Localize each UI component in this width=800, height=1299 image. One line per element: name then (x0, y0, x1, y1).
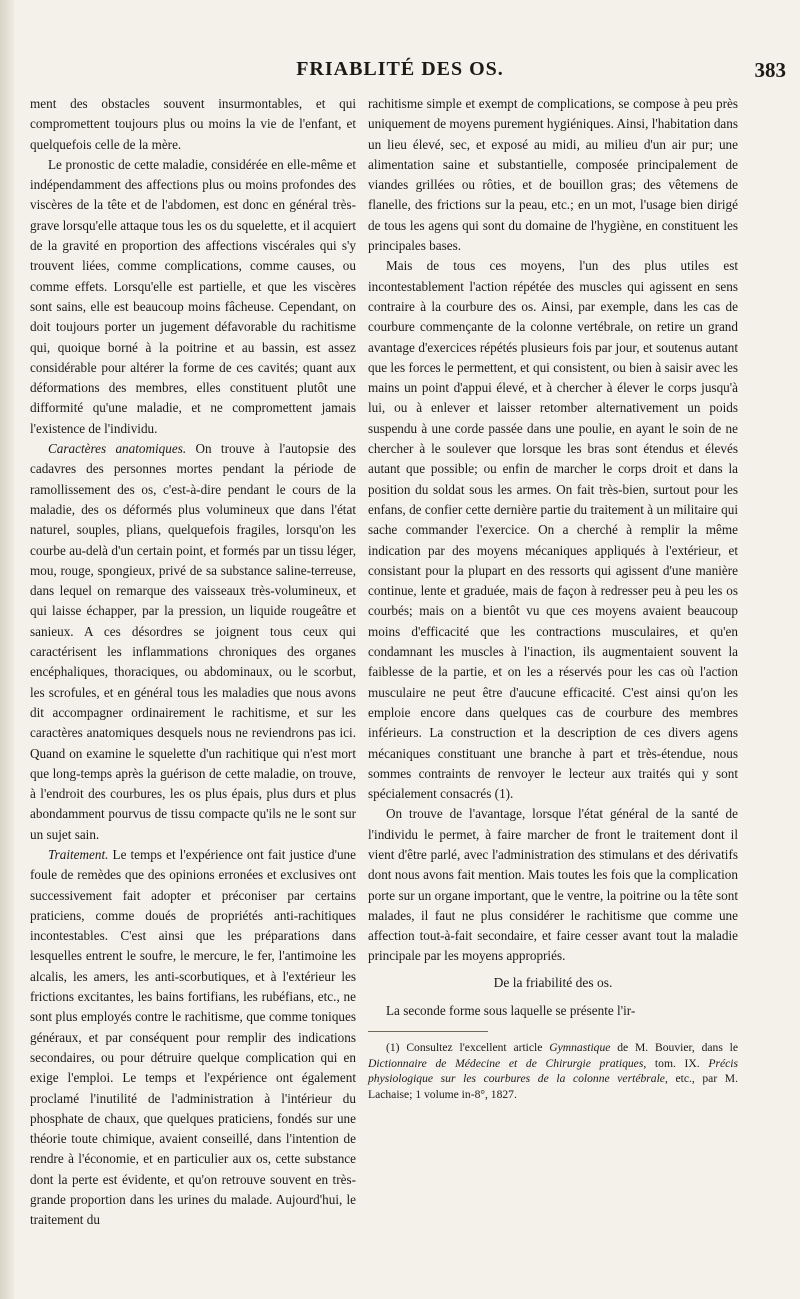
anatomy-paragraph (30, 439, 356, 845)
paragraph: La seconde forme sous laquelle se présente l'ir- (386, 1003, 636, 1019)
paragraph: On trouve de l'avantage, lorsque l'état général de la santé de l'individu le permet, à faire marcher de front le traitement dont il vient d'être parlé, avec l'administration des stimulans et des dérivatifs dont nous avons fait mention. Mais toutes les fois que la complication porte sur un organe important, que le ventre, la poitrine ou la tête sont malades, il faut ne plus considérer le rachitisme que comme une affection tout-à-fait secondaire, et faire cesser avant tout la maladie principale par les moyens appropriés. (368, 806, 738, 964)
binding-edge (0, 0, 14, 1299)
footnote-text: , etc., par M. Lachaise; 1 volume in-8°, 1827. (368, 1072, 738, 1101)
running-title: FRIABLITÉ DES OS. (296, 58, 504, 80)
anatomy-text: On trouve à l'autopsie des cadavres des personnes mortes pendant la période de ramollissement des os, c'est-à-dire pendant le cours de la maladie, des os déformés plus volumineux que dans l'état naturel, souples, plians, quelquefois fragiles, lorsqu'on les courbe au-delà d'un certain point, et formés par un tissu léger, mou, rouge, spongieux, privé de sa substance saline-terreuse, dans lequel on remarque des vaisseaux très-volumineux, et qui laisse échapper, par la pression, un liquide rougeâtre et sanieux. A ces désordres se joignent tous ceux qui caractérisent les inflammations chroniques des organes encéphaliques, thoraciques, ou abdominaux, ou le scorbut, les scrofules, et en général tous les maladies que nous avons dit accompagner ordinairement le rachitisme, et sur les caractères anatomiques desquels nous ne reviendrons pas ici. Quand on examine le squelette d'un rachitique qui n'est mort que long-temps après la guérison de cette maladie, on trouve, à l'endroit des courbures, les os plus épais, plus durs et plus abondamment pourvus de tissu compacte qu'ils ne le sont sur un sujet sain. (30, 441, 356, 842)
page-header (0, 58, 800, 84)
paragraph: Mais de tous ces moyens, l'un des plus utiles est incontestablement l'action répétée des muscles qui agissent en sens contraire à la courbure des os. Ainsi, par exemple, dans les cas de courbure commençante de la colonne vertébrale, on retire un grand avantage d'exercices répétés plusieurs fois par jour, et soutenus autant que les forces le permettent, et qui consistent, ou bien à saisir avec les mains un point d'appui élevé, et à chercher à élever le corps jusqu'à lui, ou à enlever et laisser retomber alternativement un poids suspendu à une corde passée dans une poulie, en ayant le soin de ne chercher à le soulever que lorsque les bras sont étendus et élevés autant que possible; ou enfin de marcher le corps droit et dans la position du soldat sous les armes. On fait très-bien, surtout pour les enfans, de confier cette dernière partie du traitement à un militaire qui sache commander l'exercice. On a cherché à remplir la même indication par des moyens mécaniques appliqués à l'extérieur, et consistant pour la plupart en des ressorts qui agissent d'une manière continue, lente et graduée, mais de façon à redresser peu à peu les os courbés; mais on a bientôt vu que ces moyens avaient beaucoup moins d'efficacité que les contractions musculaires, et qu'en condamnant les muscles à l'inaction, ils augmentaient souvent la faiblesse de la partie, et on les a réservés pour les cas où l'action musculaire ne peut être d'aucune efficacité. C'est ainsi qu'on les emploie encore dans quelques cas de courbure des membres inférieurs. La construction et la description de ces divers agens mécaniques constituant une branche à part et très-étendue, nous sommes contraints de renvoyer le lecteur aux traités qui y sont spécialement consacrés (1). (368, 258, 738, 802)
treatment-paragraph (30, 845, 356, 1231)
paragraph: ment des obstacles souvent insurmontables, et qui compromettent toujours plus ou moins la vie de l'enfant, et quelquefois celle de la mère. (30, 96, 356, 152)
footnote (368, 1040, 738, 1102)
footnote-title: Précis physiologique sur les courbures de la colonne vertébrale (368, 1056, 738, 1086)
treatment-text: Le temps et l'expérience ont fait justice d'une foule de remèdes que des opinions erronées et exclusives ont successivement fait adopter et préconiser par certains praticiens, comme doués de propriétés anti-rachitiques incontestables. C'est ainsi que les préparations dans lesquelles entrent le soufre, le mercure, le fer, l'antimoine les alcalis, les amers, les anti-scorbutiques, et à l'extérieur les frictions excitantes, les bains fortifians, les rubéfians, etc., ne sont plus employés contre le rachitisme, que comme toniques généraux, et par conséquent pour remplir des indications secondaires, ou pour détruire quelque complication qui en exige l'emploi. Le temps et l'expérience ont également proclamé l'inutilité de l'administration à l'intérieur du phosphate de chaux, que quelques praticiens, fondés sur une théorie toute chimique, avaient conseillé, dans l'intention de rendre à l'économie, et en particulier aux os, cette substance dont la perte est évidente, et qu'on retrouve souvent en très-grande proportion dans les urines du malade. Aujourd'hui, le traitement du (30, 846, 356, 1228)
footnote-text: , tom. IX. (643, 1056, 709, 1070)
left-column (30, 94, 356, 1231)
page-number: 383 (754, 58, 786, 82)
footnote-title: Dictionnaire de Médecine et de Chirurgie pratiques (368, 1056, 644, 1070)
paragraph: rachitisme simple et exempt de complications, se compose à peu près uniquement de moyens purement hygiéniques. Ainsi, l'habitation dans un lieu élevé, sec, et exposé au midi, au milieu d'un air pur; une alimentation saine et substantielle, composée principalement de viandes grillées ou rôties, et de bouillon gras; des vêtemens de flanelle, des frictions sur la peau, etc.; en un mot, l'usage bien dirigé de tous les agens qui sont du domaine de l'hygiène, en constituent les principales bases. (368, 96, 738, 254)
prognosis-paragraph: Le pronostic de cette maladie, considérée en elle-même et indépendamment des affections plus ou moins profondes des viscères de la tête et de l'abdomen, est donc en général très-grave lorsqu'elle attaque tous les os du squelette, et il acquiert de la gravité en proportion des affections viscérales qui s'y trouvent liées, comme complications, comme causes, ou comme effets. Lorsqu'elle est partielle, et que les viscères sont sains, elle est beaucoup moins fâcheuse. Cependant, on doit toujours porter un jugement défavorable du rachitisme qui, quoique borné à la poitrine et au bassin, est assez considérable pour altérer la forme de ces cavités; quant aux déformations des membres, elles constituent plutôt une difformité qu'une maladie, et ne compromettent jamais l'existence de l'individu. (30, 156, 356, 436)
section-heading: De la friabilité des os. (493, 974, 613, 990)
right-column (368, 94, 738, 1102)
footnote-text: de M. Bouvier, dans le (610, 1041, 738, 1055)
footnote-text: (1) Consultez l'excellent article (386, 1041, 550, 1055)
footnote-divider (368, 1031, 488, 1032)
treatment-heading: Traitement. (48, 846, 109, 862)
anatomy-heading: Caractères anatomiques. (48, 441, 187, 457)
footnote-title: Gymnastique (549, 1041, 611, 1055)
